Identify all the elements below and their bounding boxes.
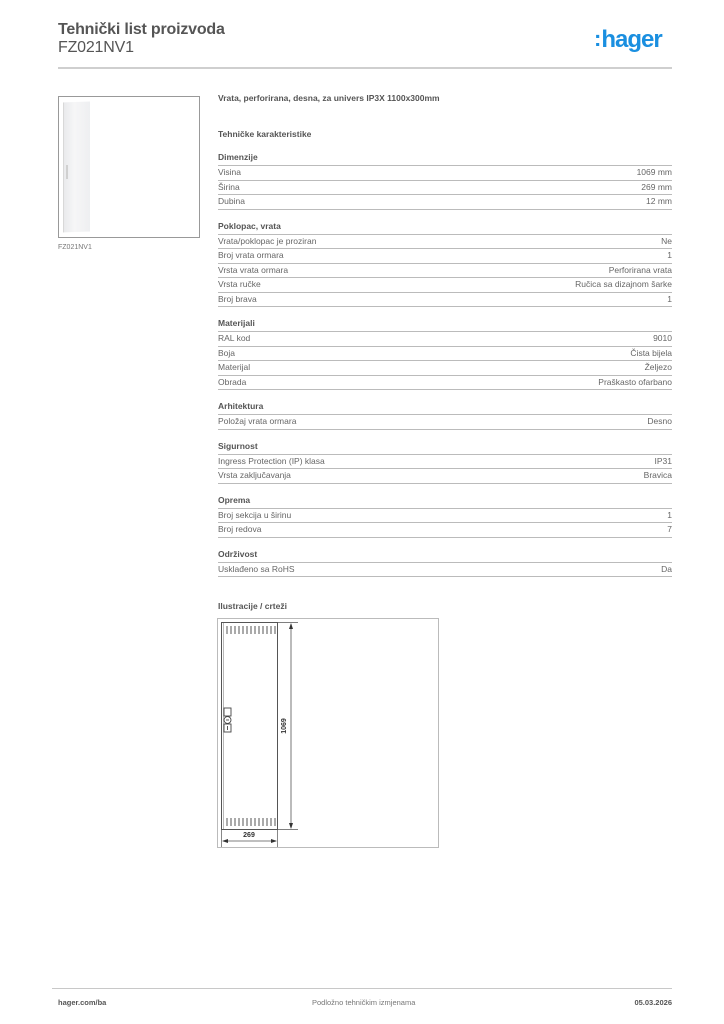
spec-label: Vrata/poklopac je proziran bbox=[218, 235, 317, 246]
section-title: Tehničke karakteristike bbox=[218, 129, 312, 139]
spec-group-oprema bbox=[218, 495, 672, 538]
footer-date: 05.03.2026 bbox=[634, 998, 672, 1007]
spec-value: 7 bbox=[667, 524, 672, 534]
spec-row bbox=[218, 264, 672, 279]
spec-value: Da bbox=[661, 563, 672, 574]
spec-value: 1 bbox=[667, 250, 672, 260]
spec-content bbox=[218, 93, 672, 613]
spec-row bbox=[218, 361, 672, 376]
group-title: Arhitektura bbox=[218, 401, 672, 415]
width-dimension-label: 269 bbox=[243, 832, 255, 839]
group-title: Dimenzije bbox=[218, 152, 672, 166]
spec-row bbox=[218, 195, 672, 210]
spec-label: Broj redova bbox=[218, 524, 262, 534]
logo-dots-icon: : bbox=[594, 26, 601, 51]
spec-row bbox=[218, 523, 672, 538]
spec-label: Visina bbox=[218, 167, 241, 177]
spec-value: Ne bbox=[661, 235, 672, 246]
illustrations-title: Ilustracije / crteži bbox=[218, 601, 287, 611]
spec-label: Usklađeno sa RoHS bbox=[218, 563, 295, 574]
spec-value: Čista bijela bbox=[630, 347, 672, 358]
spec-value: IP31 bbox=[654, 455, 672, 466]
spec-value: 12 mm bbox=[646, 196, 672, 206]
lock-handle-icon bbox=[224, 708, 231, 732]
spec-group-materijali bbox=[218, 318, 672, 390]
spec-value: Bravica bbox=[643, 470, 672, 480]
spec-row bbox=[218, 166, 672, 181]
spec-row bbox=[218, 455, 672, 470]
spec-row bbox=[218, 347, 672, 362]
spec-row bbox=[218, 332, 672, 347]
spec-group-odrzivost bbox=[218, 549, 672, 578]
spec-group-sigurnost bbox=[218, 441, 672, 484]
document-title: Tehnički list proizvoda bbox=[58, 21, 225, 38]
hager-logo: :hager bbox=[594, 26, 662, 53]
spec-label: Širina bbox=[218, 181, 240, 192]
product-description: Vrata, perforirana, desna, za univers IP3X 1100x300mm bbox=[218, 93, 440, 103]
spec-row bbox=[218, 181, 672, 196]
spec-label: Ingress Protection (IP) klasa bbox=[218, 455, 325, 466]
spec-row bbox=[218, 469, 672, 484]
spec-group-dimenzije bbox=[218, 152, 672, 210]
spec-value: Željezo bbox=[644, 362, 672, 372]
header-divider bbox=[58, 67, 672, 69]
group-title: Sigurnost bbox=[218, 441, 672, 455]
spec-value: 269 mm bbox=[641, 181, 672, 192]
spec-group-arhitektura bbox=[218, 401, 672, 430]
group-title: Materijali bbox=[218, 318, 672, 332]
technical-drawing bbox=[217, 618, 439, 848]
group-title: Oprema bbox=[218, 495, 672, 509]
spec-value: Praškasto ofarbano bbox=[598, 376, 672, 387]
spec-value: Ručica sa dizajnom šarke bbox=[575, 279, 672, 289]
spec-label: Vrsta vrata ormara bbox=[218, 264, 289, 275]
spec-label: Broj sekcija u širinu bbox=[218, 509, 292, 520]
spec-label: Vrsta ručke bbox=[218, 279, 261, 289]
spec-row bbox=[218, 509, 672, 524]
spec-label: RAL kod bbox=[218, 333, 251, 343]
height-dimension-label: 1069 bbox=[281, 718, 288, 734]
group-title: Održivost bbox=[218, 549, 672, 563]
footer-notice: Podložno tehničkim izmjenama bbox=[312, 998, 416, 1007]
spec-label: Obrada bbox=[218, 376, 247, 387]
spec-value: 9010 bbox=[653, 333, 672, 343]
spec-label: Broj brava bbox=[218, 293, 257, 304]
spec-value: 1 bbox=[667, 293, 672, 304]
spec-value: Perforirana vrata bbox=[608, 264, 672, 275]
door-handle-image bbox=[66, 165, 68, 179]
footer-website-link[interactable]: hager.com/ba bbox=[58, 998, 107, 1007]
spec-label: Materijal bbox=[218, 362, 251, 372]
spec-value: Desno bbox=[647, 416, 672, 426]
product-image-caption: FZ021NV1 bbox=[58, 244, 92, 251]
spec-value: 1 bbox=[667, 509, 672, 520]
group-title: Poklopac, vrata bbox=[218, 221, 672, 235]
spec-row bbox=[218, 249, 672, 264]
spec-row bbox=[218, 293, 672, 308]
spec-row bbox=[218, 415, 672, 430]
spec-row bbox=[218, 278, 672, 293]
spec-value: 1069 mm bbox=[636, 167, 672, 177]
spec-label: Dubina bbox=[218, 196, 245, 206]
spec-label: Položaj vrata ormara bbox=[218, 416, 297, 426]
spec-row bbox=[218, 563, 672, 578]
door-dimension-drawing bbox=[218, 619, 438, 847]
product-code: FZ021NV1 bbox=[58, 39, 134, 56]
spec-row bbox=[218, 376, 672, 391]
spec-label: Broj vrata ormara bbox=[218, 250, 284, 260]
spec-label: Vrsta zaključavanja bbox=[218, 470, 291, 480]
spec-label: Boja bbox=[218, 347, 236, 358]
spec-group-poklopac-vrata bbox=[218, 221, 672, 308]
product-image bbox=[58, 96, 200, 238]
spec-row bbox=[218, 235, 672, 250]
footer-divider bbox=[52, 988, 672, 989]
